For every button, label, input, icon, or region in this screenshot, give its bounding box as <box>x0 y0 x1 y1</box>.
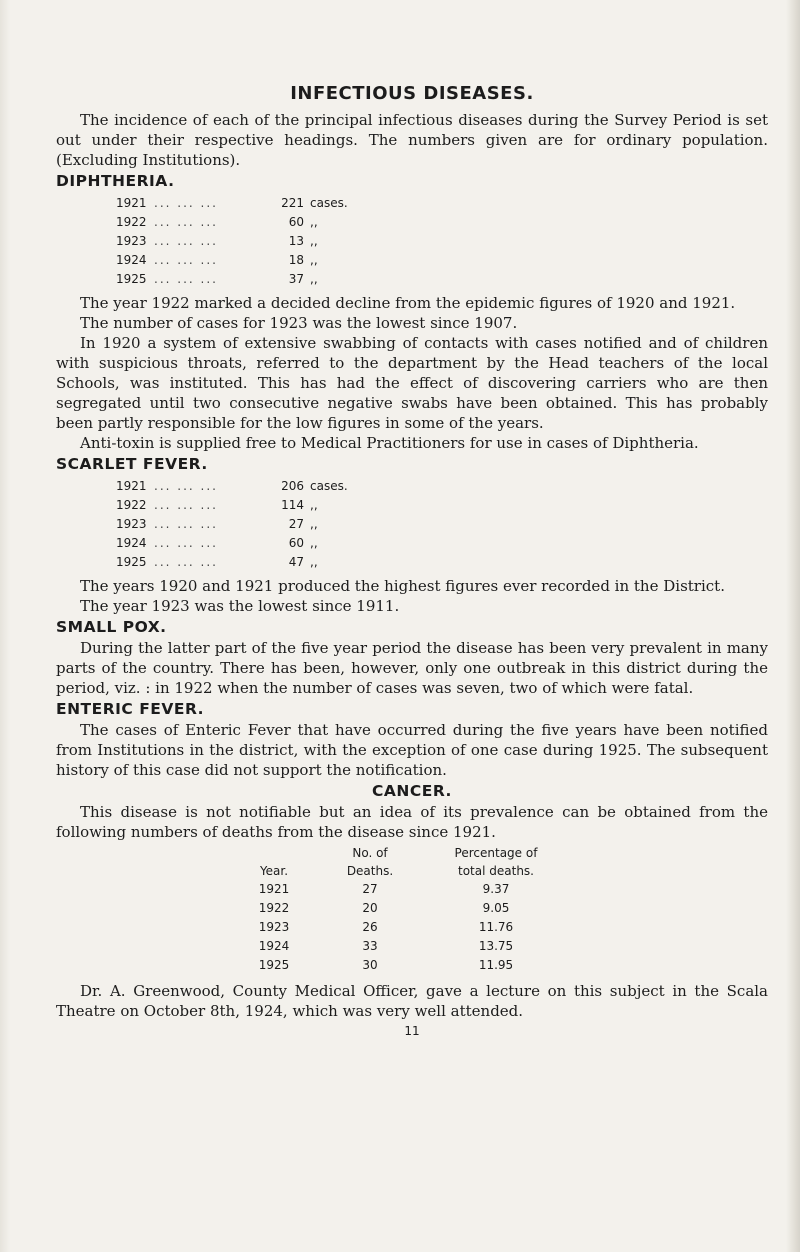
leader-dots: ... ... ... <box>154 196 218 210</box>
year-cell: 1922 <box>116 498 147 512</box>
table-row <box>116 213 348 232</box>
table-row <box>242 918 558 937</box>
leader-dots: ... ... ... <box>154 253 218 267</box>
table-header-row <box>242 844 558 862</box>
leader-dots: ... ... ... <box>154 555 218 569</box>
page-edge-shadow-left <box>0 0 10 1252</box>
column-header-year: Year. <box>259 864 289 878</box>
count-cell: 18 <box>288 253 304 267</box>
year-cell: 1923 <box>116 234 147 248</box>
leader-dots: ... ... ... <box>154 215 218 229</box>
count-cell: 114 <box>281 498 304 512</box>
count-cell: 13 <box>288 234 304 248</box>
cancer-deaths-table <box>242 844 558 975</box>
diphtheria-paragraph-3: In 1920 a system of extensive swabbing of contacts with cases notified and of children with suspicious throats, referred to the department by the Head teachers of the local Schools, was instituted. This has had the effect of discovering carriers who are then segregated until two consecutive negative swabs have been obtained. This has probably been partly responsible for the low figures in some of the years. <box>56 334 768 432</box>
leader-dots: ... ... ... <box>154 479 218 493</box>
column-header-percentage-top: Percentage of <box>454 846 538 860</box>
table-row <box>242 956 558 975</box>
year-cell: 1921 <box>116 196 147 210</box>
percentage-cell: 9.05 <box>482 901 510 915</box>
year-cell: 1924 <box>116 536 147 550</box>
table-row <box>116 251 348 270</box>
enteric-fever-heading: ENTERIC FEVER. <box>56 700 205 718</box>
unit-cell: cases. <box>310 479 348 493</box>
diphtheria-paragraph-4: Anti-toxin is supplied free to Medical Practitioners for use in cases of Diphtheria. <box>80 434 699 452</box>
year-cell: 1924 <box>258 939 290 953</box>
table-row <box>116 553 348 572</box>
page-edge-shadow-right <box>786 0 800 1252</box>
deaths-cell: 20 <box>362 901 378 915</box>
year-cell: 1923 <box>258 920 290 934</box>
diphtheria-paragraph-1: The year 1922 marked a decided decline from the epidemic figures of 1920 and 1921. <box>80 294 736 312</box>
count-cell: 206 <box>281 479 304 493</box>
year-cell: 1922 <box>258 901 290 915</box>
unit-cell: ,, <box>310 253 318 267</box>
unit-cell: ,, <box>310 215 318 229</box>
unit-cell: ,, <box>310 272 318 286</box>
percentage-cell: 11.76 <box>478 920 514 934</box>
unit-cell: ,, <box>310 555 318 569</box>
leader-dots: ... ... ... <box>154 234 218 248</box>
table-header-row <box>242 862 558 880</box>
deaths-cell: 27 <box>362 882 378 896</box>
unit-cell: ,, <box>310 536 318 550</box>
year-cell: 1923 <box>116 517 147 531</box>
percentage-cell: 13.75 <box>478 939 514 953</box>
unit-cell: ,, <box>310 234 318 248</box>
leader-dots: ... ... ... <box>154 517 218 531</box>
diphtheria-table <box>116 194 348 289</box>
page-content <box>56 84 768 1041</box>
percentage-cell: 9.37 <box>482 882 510 896</box>
table-row <box>116 232 348 251</box>
scarlet-fever-heading: SCARLET FEVER. <box>56 455 208 473</box>
year-cell: 1924 <box>116 253 147 267</box>
enteric-fever-paragraph: The cases of Enteric Fever that have occurred during the five years have been notified from Institutions in the district, with the exception of one case during 1925. The subsequent history of this case did not support the notification. <box>56 721 768 779</box>
count-cell: 60 <box>288 536 304 550</box>
table-row <box>116 194 348 213</box>
table-row <box>116 477 348 496</box>
small-pox-paragraph: During the latter part of the five year period the disease has been very prevalent in many parts of the country. There has been, however, only one outbreak in this district during the period, viz. : in 1922 when the number of cases was seven, two of which were fatal. <box>56 639 768 697</box>
scarlet-fever-paragraph-1: The years 1920 and 1921 produced the highest figures ever recorded in the District. <box>80 577 725 595</box>
deaths-cell: 30 <box>362 958 378 972</box>
count-cell: 60 <box>288 215 304 229</box>
diphtheria-heading: DIPHTHERIA. <box>56 172 175 190</box>
deaths-cell: 33 <box>362 939 378 953</box>
table-row <box>116 515 348 534</box>
year-cell: 1921 <box>116 479 147 493</box>
count-cell: 47 <box>288 555 304 569</box>
intro-paragraph: The incidence of each of the principal infectious diseases during the Survey Period is set out under their respective headings. The numbers given are for ordinary population. (Excluding Institutions). <box>56 111 768 169</box>
year-cell: 1921 <box>258 882 290 896</box>
year-cell: 1925 <box>116 272 147 286</box>
cancer-closing-paragraph: Dr. A. Greenwood, County Medical Officer, gave a lecture on this subject in the Scala Theatre on October 8th, 1924, which was very well attended. <box>56 982 768 1020</box>
deaths-cell: 26 <box>362 920 378 934</box>
unit-cell: ,, <box>310 517 318 531</box>
unit-cell: cases. <box>310 196 348 210</box>
column-header-deaths-top: No. of <box>352 846 388 860</box>
count-cell: 37 <box>288 272 304 286</box>
column-header-percentage: total deaths. <box>458 864 534 878</box>
table-row <box>242 899 558 918</box>
year-cell: 1925 <box>116 555 147 569</box>
table-row <box>242 880 558 899</box>
table-row <box>242 937 558 956</box>
column-header-deaths: Deaths. <box>346 864 394 878</box>
column-header-year-top <box>242 844 306 862</box>
unit-cell: ,, <box>310 498 318 512</box>
cancer-intro-paragraph: This disease is not notifiable but an idea of its prevalence can be obtained from the following numbers of deaths from the disease since 1921. <box>56 803 768 841</box>
table-row <box>116 496 348 515</box>
table-row <box>116 534 348 553</box>
year-cell: 1922 <box>116 215 147 229</box>
table-row <box>116 270 348 289</box>
small-pox-heading: SMALL POX. <box>56 618 167 636</box>
count-cell: 27 <box>288 517 304 531</box>
page-number: 11 <box>404 1024 420 1038</box>
leader-dots: ... ... ... <box>154 272 218 286</box>
cancer-heading: CANCER. <box>372 782 452 800</box>
leader-dots: ... ... ... <box>154 498 218 512</box>
leader-dots: ... ... ... <box>154 536 218 550</box>
scarlet-fever-table <box>116 477 348 572</box>
year-cell: 1925 <box>258 958 290 972</box>
diphtheria-paragraph-2: The number of cases for 1923 was the lowest since 1907. <box>80 314 518 332</box>
scarlet-fever-paragraph-2: The year 1923 was the lowest since 1911. <box>80 597 400 615</box>
count-cell: 221 <box>281 196 304 210</box>
percentage-cell: 11.95 <box>478 958 514 972</box>
page-title: INFECTIOUS DISEASES. <box>290 83 534 104</box>
